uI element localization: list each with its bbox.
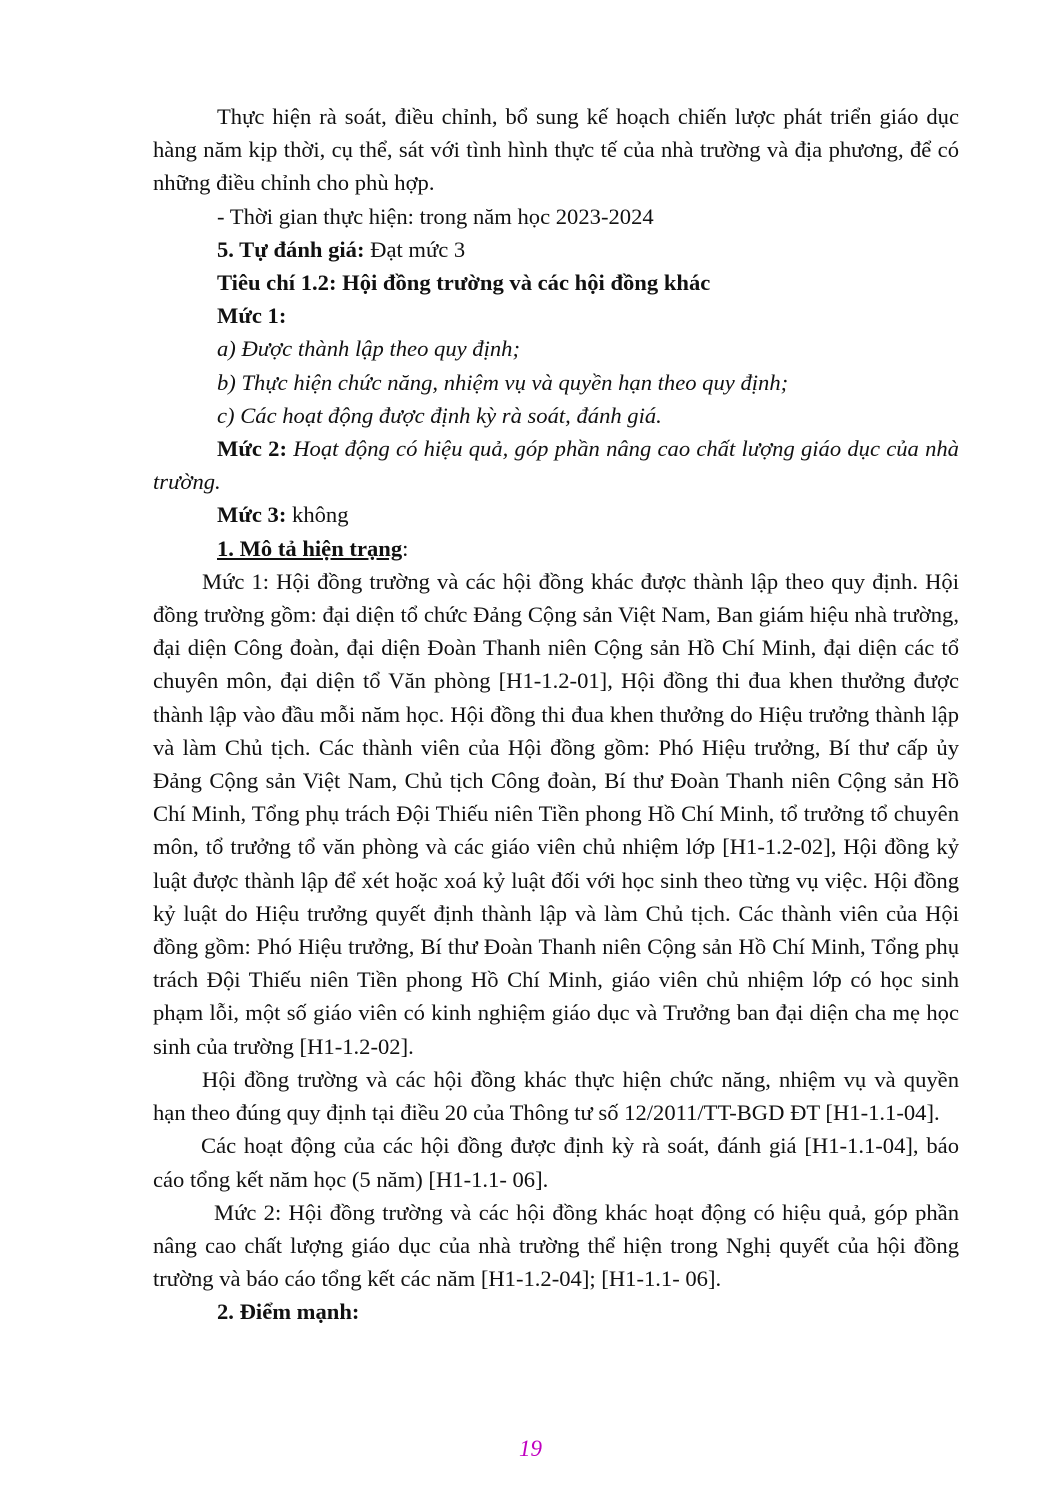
implementation-time: - Thời gian thực hiện: trong năm học 2023-2024 bbox=[217, 203, 654, 229]
paragraph-level1-description: Mức 1: Hội đồng trường và các hội đồng khác được thành lập theo quy định. Hội đồng trường gồm: đại diện tổ chức Đảng Cộng sản Việt Nam, Ban giám hiệu nhà trường, đại diện Công đoàn, đại diện Đoàn Thanh niên Cộng sản Hồ Chí Minh, đại diện các tổ chuyên môn, đại diện tổ Văn phòng [H1-1.2-01], Hội đồng thi đua khen thưởng được thành lập vào đầu mỗi năm học. Hội đồng thi đua khen thưởng do Hiệu trưởng thành lập và làm Chủ tịch. Các thành viên của Hội đồng gồm: Phó Hiệu trưởng, Bí thư cấp ủy Đảng Cộng sản Việt Nam, Chủ tịch Công đoàn, Bí thư Đoàn Thanh niên Cộng sản Hồ Chí Minh, Tổng phụ trách Đội Thiếu niên Tiền phong Hồ Chí Minh, tổ trưởng tổ chuyên môn, tổ trưởng tổ văn phòng và các giáo viên chủ nhiệm lớp [H1-1.2-02], Hội đồng kỷ luật được thành lập để xét hoặc xoá kỷ luật đối với học sinh theo từng vụ việc. Hội đồng kỷ luật do Hiệu trưởng quyết định thành lập và làm Chủ tịch. Các thành viên của Hội đồng gồm: Phó Hiệu trưởng, Bí thư Đoàn Thanh niên Cộng sản Hồ Chí Minh, Tổng phụ trách Đội Thiếu niên Tiền phong Hồ Chí Minh, giáo viên chủ nhiệm lớp có học sinh phạm lỗi, một số giáo viên có kinh nghiệm giáo dục và Trưởng ban đại diện cha mẹ học sinh của trường [H1-1.2-02]. bbox=[153, 568, 959, 1059]
section2-heading: 2. Điểm mạnh: bbox=[217, 1299, 360, 1325]
self-evaluation-label: 5. Tự đánh giá: bbox=[217, 236, 365, 262]
level2-text: Hoạt động có hiệu quả, góp phần nâng cao chất lượng giáo dục của nhà trường. bbox=[153, 436, 959, 495]
paragraph-council-functions: Hội đồng trường và các hội đồng khác thực hiện chức năng, nhiệm vụ và quyền hạn theo đúng quy định tại điều 20 của Thông tư số 12/2011/TT-BGD ĐT [H1-1.1-04]. bbox=[153, 1066, 959, 1126]
level2-label: Mức 2: bbox=[217, 436, 287, 462]
level1-item-b: b) Thực hiện chức năng, nhiệm vụ và quyền hạn theo quy định; bbox=[217, 369, 789, 395]
criterion-title: Tiêu chí 1.2: Hội đồng trường và các hội đồng khác bbox=[217, 270, 711, 296]
self-evaluation bbox=[153, 233, 959, 266]
page-number: 19 bbox=[519, 1436, 542, 1461]
section1-heading: 1. Mô tả hiện trạng: bbox=[217, 535, 409, 561]
level2-statement bbox=[153, 432, 959, 498]
level3-statement bbox=[153, 498, 959, 531]
level3-text: không bbox=[286, 502, 349, 528]
paragraph-periodic-review: Các hoạt động của các hội đồng được định kỳ rà soát, đánh giá [H1-1.1-04], báo cáo tổng kết năm học (5 năm) [H1-1.1- 06]. bbox=[153, 1133, 959, 1192]
paragraph-plan-review: Thực hiện rà soát, điều chỉnh, bổ sung kế hoạch chiến lược phát triển giáo dục hàng năm kịp thời, cụ thể, sát với tình hình thực tế của nhà trường và địa phương, để có những điều chỉnh cho phù hợp. bbox=[153, 104, 959, 196]
level1-heading: Mức 1: bbox=[217, 303, 287, 329]
level1-item-a: a) Được thành lập theo quy định; bbox=[217, 336, 520, 362]
level3-label: Mức 3: bbox=[217, 502, 287, 528]
document-body bbox=[153, 100, 959, 1329]
paragraph-level2-description: Mức 2: Hội đồng trường và các hội đồng khác hoạt động có hiệu quả, góp phần nâng cao chất lượng giáo dục của nhà trường thể hiện trong Nghị quyết của hội đồng trường và báo cáo tổng kết các năm [H1-1.2-04]; [H1-1.1- 06]. bbox=[153, 1199, 959, 1292]
level1-item-c: c) Các hoạt động được định kỳ rà soát, đánh giá. bbox=[217, 402, 662, 428]
self-evaluation-value: Đạt mức 3 bbox=[364, 236, 466, 262]
